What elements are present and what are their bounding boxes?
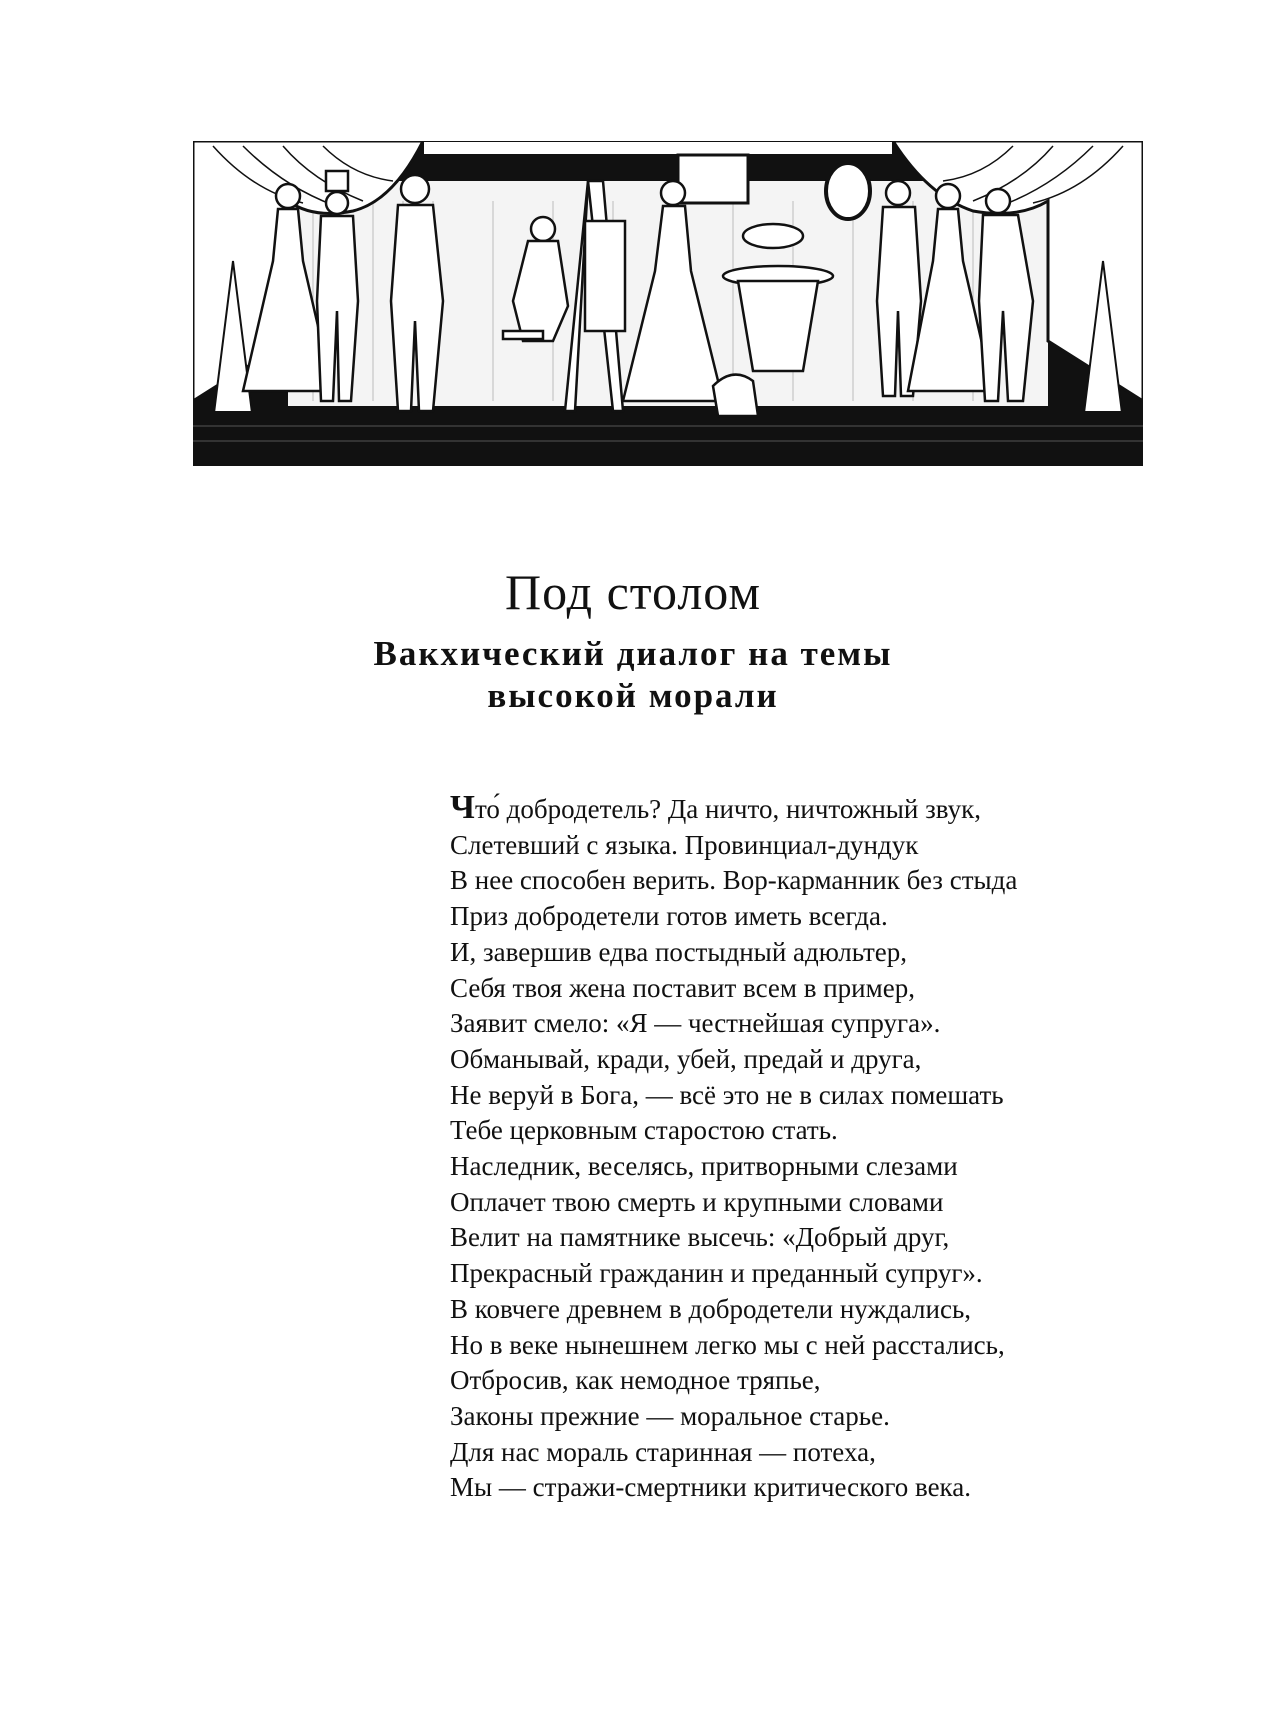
poem-line: Прекрасный гражданин и преданный супруг». [450, 1258, 983, 1289]
salon-scene-engraving-icon [193, 141, 1143, 466]
poem-line: Не веруй в Бога, — всё это не в силах помешать [450, 1079, 1004, 1110]
poem-line: Мы — стражи-смертники критического века. [450, 1472, 972, 1503]
page-subtitle [0, 633, 1266, 717]
poem-line: Слетевший с языка. Провинциал-дундук [450, 829, 919, 860]
poem-line: Наследник, веселясь, притворными слезами [450, 1151, 958, 1182]
poem-line: Приз добродетели готов иметь всегда. [450, 901, 888, 932]
subtitle-line: Вакхический диалог на темы [373, 634, 893, 673]
poem-body [450, 790, 1240, 1506]
poem-line: Законы прежние — моральное старье. [450, 1400, 890, 1431]
poem-line: Но в веке нынешнем легко мы с ней расстались, [450, 1329, 1005, 1360]
poem-line: В ковчеге древнем в добродетели нуждались, [450, 1293, 972, 1324]
poem-line: Себя твоя жена поставит всем в пример, [450, 972, 915, 1003]
poem-line: Отбросив, как немодное тряпье, [450, 1365, 821, 1396]
poem-line: Оплачет твою смерть и крупными словами [450, 1186, 944, 1217]
poem-line: Заявит смело: «Я — честнейшая супруга». [450, 1008, 941, 1039]
page-title: Под столом [505, 564, 761, 620]
poem-line: Обманывай, кради, убей, предай и друга, [450, 1043, 922, 1074]
poem-line: Что́ добродетель? Да ничто, ничтожный звук, [450, 789, 981, 826]
poem-line: И, завершив едва постыдный адюльтер, [450, 936, 908, 967]
poem-line: В нее способен верить. Вор-карманник без стыда [450, 865, 1018, 896]
subtitle-line: высокой морали [487, 676, 779, 715]
header-illustration [193, 141, 1143, 466]
poem-line: Для нас мораль старинная — потеха, [450, 1436, 876, 1467]
poem-line: Тебе церковным старостою стать. [450, 1115, 838, 1146]
poem-line: Велит на памятнике высечь: «Добрый друг, [450, 1222, 950, 1253]
